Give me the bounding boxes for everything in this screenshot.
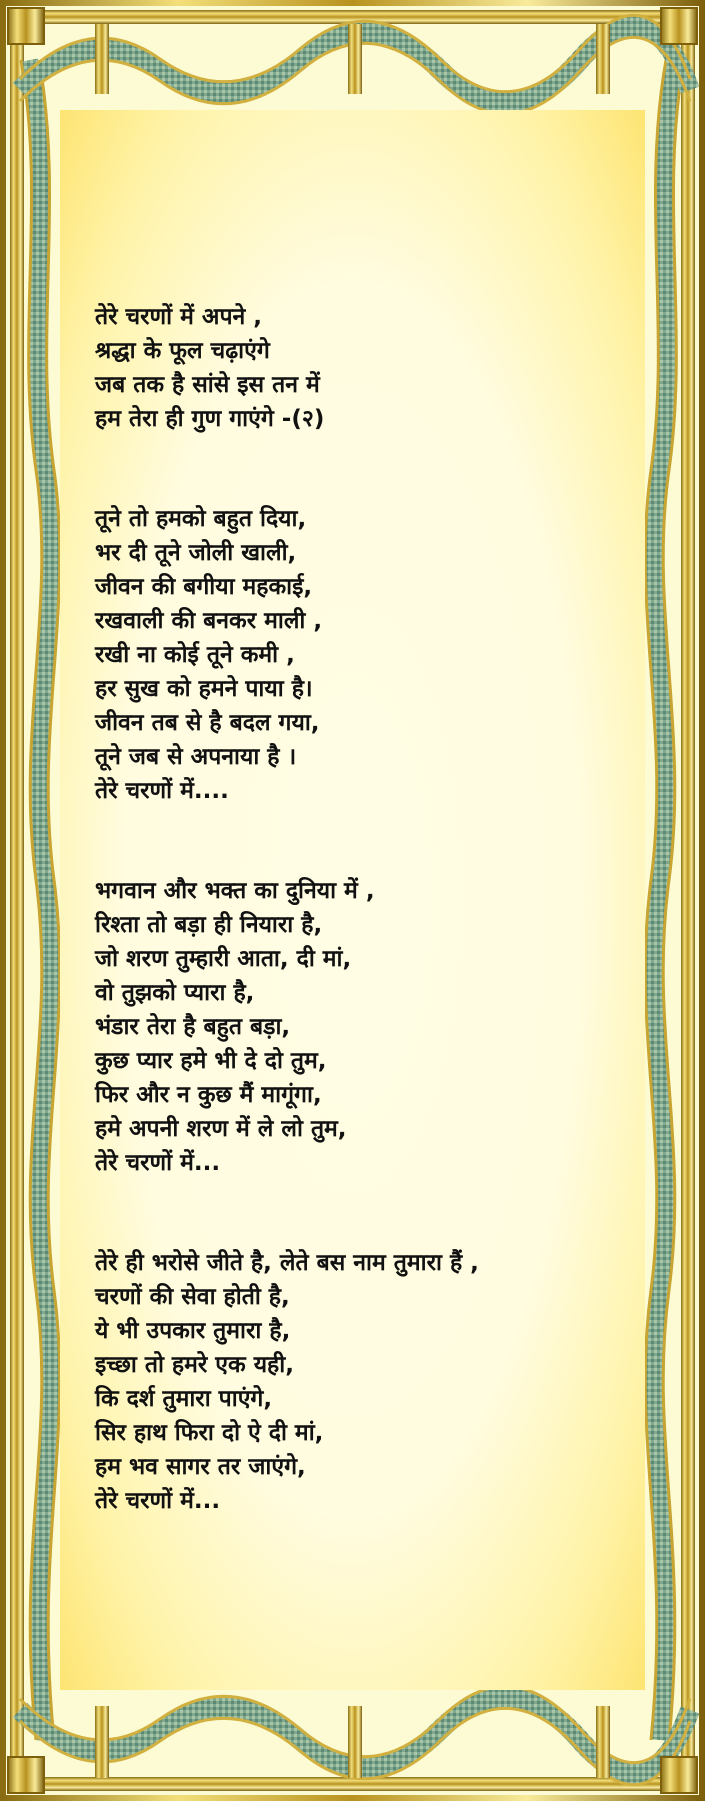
lyric-line: भर दी तूने जोली खाली, — [95, 540, 297, 566]
lyric-line: जो शरण तुम्हारी आता, दी मां, — [95, 946, 352, 972]
lyric-line: कुछ प्यार हमे भी दे दो तुम, — [95, 1048, 327, 1074]
lyric-line: भंडार तेरा है बहुत बड़ा, — [95, 1014, 291, 1040]
lyric-line: श्रद्धा के फूल चढ़ाएंगे — [95, 338, 270, 364]
lyric-line: जब तक है सांसे इस तन में — [95, 372, 320, 398]
lyric-line: तेरे ही भरोसे जीते है, लेते बस नाम तुमारा हैं , — [95, 1250, 479, 1276]
lyric-line: सिर हाथ फिरा दो ऐ दी मां, — [95, 1420, 324, 1446]
stanza-1 — [95, 300, 655, 436]
lyric-line: जीवन तब से है बदल गया, — [95, 710, 320, 736]
lyric-line: जीवन की बगीया महकाई, — [95, 574, 313, 600]
lyric-line: रखवाली की बनकर माली , — [95, 608, 323, 634]
lyric-line: तेरे चरणों में... — [95, 1488, 221, 1514]
lyric-line: कि दर्श तुमारा पाएंगे, — [95, 1386, 273, 1412]
lyric-line: तेरे चरणों में अपने , — [95, 304, 263, 330]
lyric-line: हम भव सागर तर जाएंगे, — [95, 1454, 306, 1480]
lyric-line: तूने तो हमको बहुत दिया, — [95, 506, 307, 532]
lyric-line: हर सुख को हमने पाया है। — [95, 676, 313, 702]
lyric-line: फिर और न कुछ मैं मागूंगा, — [95, 1082, 322, 1108]
lyric-line: तूने जब से अपनाया है । — [95, 744, 297, 770]
lyric-line: ये भी उपकार तुमारा है, — [95, 1318, 291, 1344]
lyric-line: हम तेरा ही गुण गाएंगे -(२) — [95, 406, 325, 432]
lyric-line: रखी ना कोई तूने कमी , — [95, 642, 295, 668]
lyric-line: भगवान और भक्त का दुनिया में , — [95, 878, 375, 904]
stanza-4 — [95, 1246, 655, 1518]
lyric-line: तेरे चरणों में... — [95, 1150, 221, 1176]
lyric-line: रिश्ता तो बड़ा ही नियारा है, — [95, 912, 323, 938]
stanza-2 — [95, 502, 655, 808]
lyrics-body — [95, 300, 655, 1584]
lyric-line: तेरे चरणों में.... — [95, 778, 229, 804]
lyric-line: वो तुझको प्यारा है, — [95, 980, 255, 1006]
lyric-line: चरणों की सेवा होती है, — [95, 1284, 290, 1310]
lyric-line: हमे अपनी शरण में ले लो तुम, — [95, 1116, 347, 1142]
stanza-3 — [95, 874, 655, 1180]
lyric-line: इच्छा तो हमरे एक यही, — [95, 1352, 294, 1378]
